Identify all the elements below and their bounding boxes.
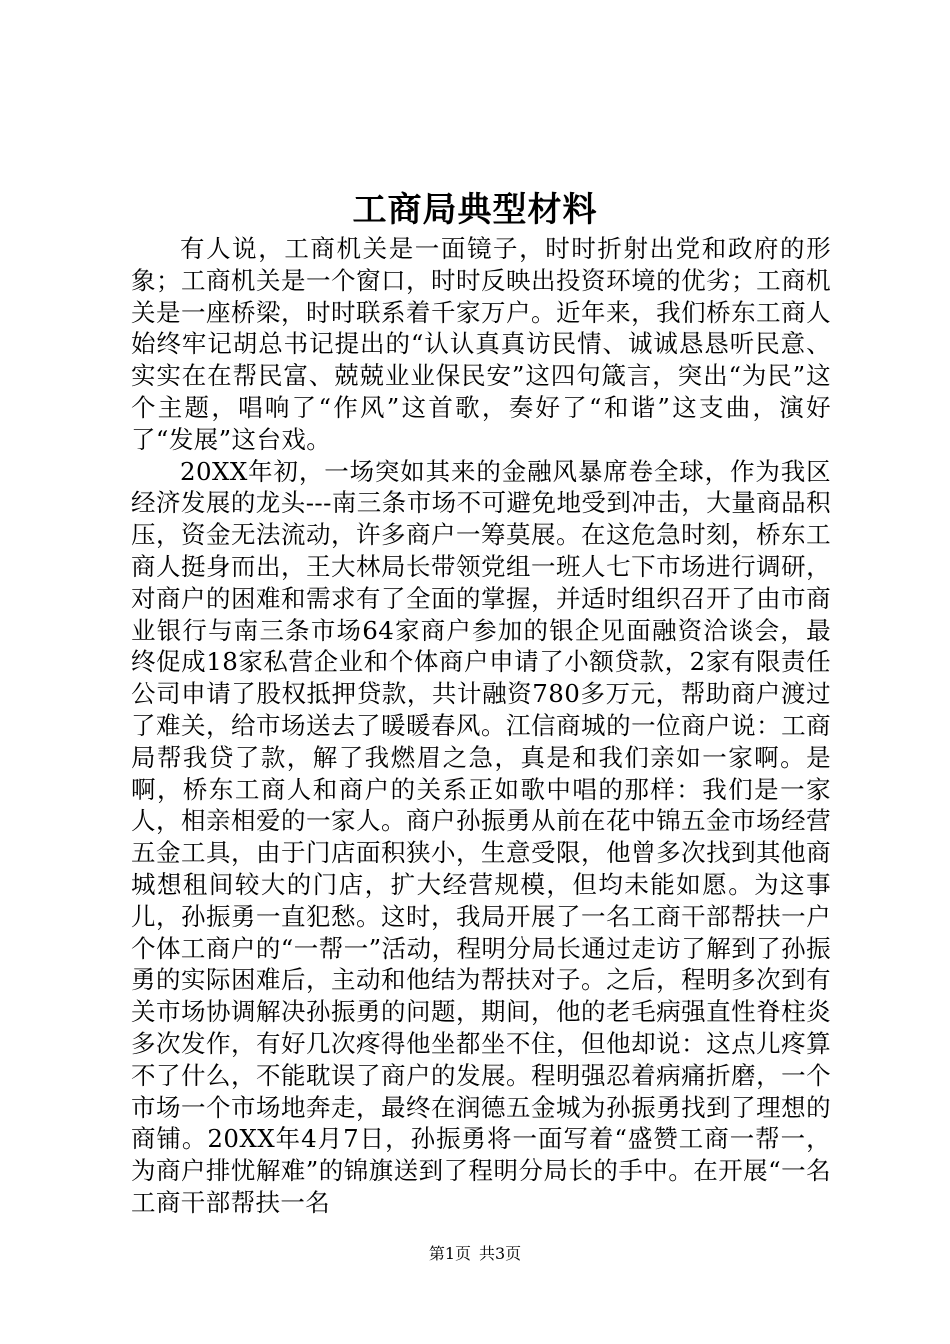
paragraph-intro: 有人说，工商机关是一面镜子，时时折射出党和政府的形象；工商机关是一个窗口，时时反映出投资环境的优劣；工商机关是一座桥梁，时时联系着千家万户。近年来，我们桥东工商人始终牢记胡总书记提出的“认认真真访民情、诚诚恳恳听民意、实实在在帮民富、兢兢业业保民安”这四句箴言，突出“为民”这个主题，唱响了“作风”这首歌，奏好了“和谐”这支曲，演好了“发展”这台戏。	[131, 234, 831, 454]
page-footer	[0, 1243, 950, 1265]
page-number: 第1页	[428, 1244, 471, 1263]
paragraph-financial-crisis: 20XX年初，一场突如其来的金融风暴席卷全球，作为我区经济发展的龙头---南三条市场不可避免地受到冲击，大量商品积压，资金无法流动，许多商户一筹莫展。在这危急时刻，桥东工商人挺身而出，王大林局长带领党组一班人七下市场进行调研，对商户的困难和需求有了全面的掌握，并适时组织召开了由市商业银行与南三条市场64家商户参加的银企见面融资洽谈会，最终促成18家私营企业和个体商户申请了小额贷款，2家有限责任公司申请了股权抵押贷款，共计融资780多万元，帮助商户渡过了难关，给市场送去了暖暖春风。江信商城的一位商户说：工商局帮我贷了款，解了我燃眉之急，真是和我们亲如一家啊。是啊，桥东工商人和商户的关系正如歌中唱的那样：我们是一家人，相亲相爱的一家人。商户孙振勇从前在花中锦五金市场经营五金工具，由于门店面积狭小，生意受限，他曾多次找到其他商城想租间较大的门店，扩大经营规模，但均未能如愿。为这事儿，孙振勇一直犯愁。这时，我局开展了一名工商干部帮扶一户个体工商户的“一帮一”活动，程明分局长通过走访了解到了孙振勇的实际困难后，主动和他结为帮扶对子。之后，程明多次到有关市场协调解决孙振勇的问题，期间，他的老毛病强直性脊柱炎多次发作，有好几次疼得他坐都坐不住，但他却说：这点儿疼算不了什么，不能耽误了商户的发展。程明强忍着病痛折磨，一个市场一个市场地奔走，最终在润德五金城为孙振勇找到了理想的商铺。20XX年4月7日，孙振勇将一面写着“盛赞工商一帮一，为商户排忧解难”的锦旗送到了程明分局长的手中。在开展“一名工商干部帮扶一名	[131, 456, 831, 1217]
document-title: 工商局典型材料	[352, 190, 598, 230]
page-total: 共3页	[479, 1244, 522, 1263]
document-body	[131, 233, 831, 1219]
